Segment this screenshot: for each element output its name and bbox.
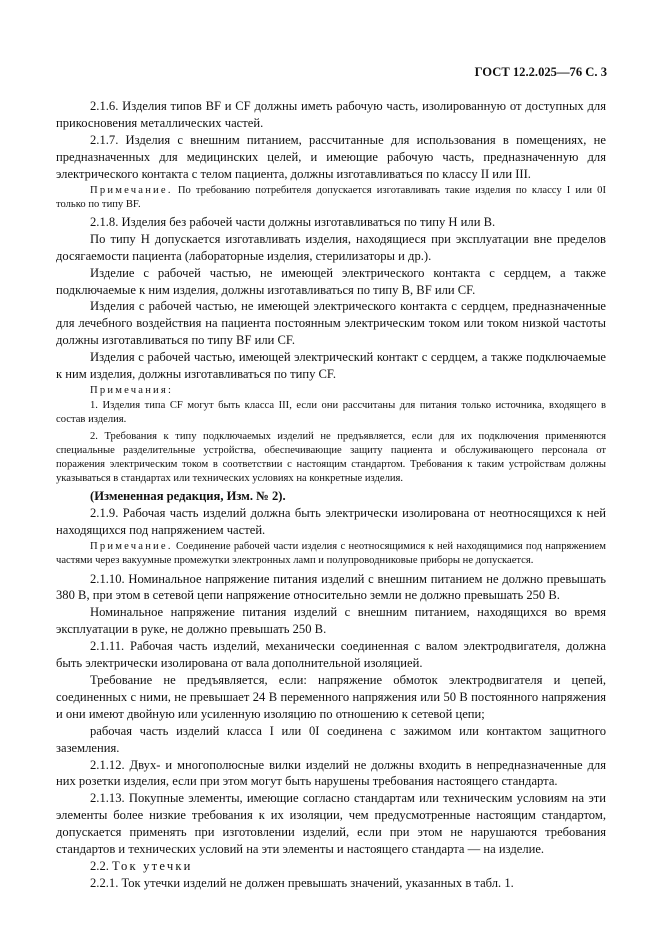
paragraph-2-2-1: 2.2.1. Ток утечки изделий не должен превышать значений, указанных в табл. 1.	[90, 875, 514, 890]
paragraph-2-1-11: 2.1.11. Рабочая часть изделий, механически соединенная с валом электродвигателя, должна быть электрически изолирована от вала дополнительной изоляцией.	[56, 639, 606, 671]
document-body	[56, 98, 606, 892]
section-2-2-heading	[56, 858, 606, 875]
paragraph-2-1-8-e: Изделия с рабочей частью, имеющей электрический контакт с сердцем, а также подключаемые к ним изделия, должны изготавливаться по типу CF.	[56, 350, 606, 382]
page-header: ГОСТ 12.2.025—76 С. 3	[474, 65, 607, 79]
paragraph-2-1-13: 2.1.13. Покупные элементы, имеющие согласно стандартам или техническим условиям на эти элементы более низкие требования к их изоляции, чем предусмотренные настоящим стандартом, допускается применять при изготовлении изделий, если при этом не нарушаются требования стандартов и технических условий на эти элементы и настоящего стандарта — на изделие.	[56, 791, 606, 857]
notes-heading	[56, 384, 606, 398]
note-1-text: По требованию потребителя допускается изготавливать такие изделия по классу I или 0I только по типу BF.	[56, 184, 606, 210]
section-2-2-number: 2.2.	[90, 858, 113, 873]
paragraph-2-1-8-b: По типу Н допускается изготавливать изделия, находящиеся при эксплуатации вне пределов досягаемости пациента (лабораторные изделия, стерилизаторы и др.).	[56, 231, 606, 263]
notes-label: Примечания:	[90, 385, 174, 396]
note-3-text: Соединение рабочей части изделия с неотносящимися к ней находящимися под напряжением частями через вакуумные промежутки электронных ламп и полупроводниковые приборы не допускается.	[56, 541, 606, 567]
paragraph-2-1-10: 2.1.10. Номинальное напряжение питания изделий с внешним питанием не должно превышать 380 В, при этом в сетевой цепи напряжение относительно земли не должно превышать 250 В.	[56, 571, 606, 603]
paragraph-2-1-8: 2.1.8. Изделия без рабочей части должны изготавливаться по типу Н или В.	[90, 214, 496, 229]
paragraph-2-1-8-d: Изделия с рабочей частью, не имеющей электрического контакта с сердцем, предназначенные для лечебного воздействия на пациента постоянным электрическим током или током низкой частоты должны изготавливаться по типу BF или CF.	[56, 299, 606, 348]
paragraph-2-1-11-c: рабочая часть изделий класса I или 0I соединена с зажимом или контактом защитного заземления.	[56, 723, 606, 755]
paragraph-2-1-12: 2.1.12. Двух- и многополюсные вилки изделий не должны входить в непредназначенные для них розетки изделия, если при этом могут быть нарушены требования настоящего стандарта.	[56, 757, 606, 789]
note-3-label: Примечание.	[90, 541, 173, 553]
note-2-1: 1. Изделия типа CF могут быть класса III, если они рассчитаны для питания только источника, входящего в состав изделия.	[56, 400, 606, 426]
paragraph-2-1-10-b: Номинальное напряжение питания изделий с внешним питанием, находящихся во время эксплуатации в руке, не должно превышать 250 В.	[56, 605, 606, 637]
note-2-2: 2. Требования к типу подключаемых изделий не предъявляется, если для их подключения применяются специальные разделительные устройства, обеспечивающие защиту пациента и обслуживающего персонала от поражения электрическим током в соответствии с настоящим стандартом. Требования к таким устройствам должны указываться в стандартах или технических условиях на конкретные изделия.	[56, 430, 606, 485]
paragraph-2-1-7: 2.1.7. Изделия с внешним питанием, рассчитанные для использования в помещениях, не предназначенных для медицинских целей, и имеющие рабочую часть, предназначенную для электрического контакта с телом пациента, должны изготавливаться по классу II или III.	[56, 132, 606, 181]
paragraph-2-1-11-b: Требование не предъявляется, если: напряжение обмоток электродвигателя и цепей, соединенных с ними, не превышает 24 В переменного напряжения или 50 В постоянного напряжения и они имеют двойную или усиленную изоляцию по отношению к сетевой цепи;	[56, 672, 606, 721]
paragraph-2-1-9: 2.1.9. Рабочая часть изделий должна быть электрически изолирована от неотносящихся к ней находящихся под напряжением частей.	[56, 506, 606, 538]
note-1-label: Примечание.	[90, 184, 173, 196]
paragraph-2-1-8-c: Изделие с рабочей частью, не имеющей электрического контакта с сердцем, а также подключаемые к ним изделия, должны изготавливаться по типу В, BF или CF.	[56, 265, 606, 297]
note-3	[56, 540, 606, 568]
paragraph-2-1-6: 2.1.6. Изделия типов BF и CF должны иметь рабочую часть, изолированную от доступных для прикосновения металлических частей.	[56, 99, 606, 130]
edition-note: (Измененная редакция, Изм. № 2).	[90, 489, 286, 504]
section-2-2-title: Ток утечки	[112, 858, 193, 873]
note-1	[56, 184, 606, 212]
